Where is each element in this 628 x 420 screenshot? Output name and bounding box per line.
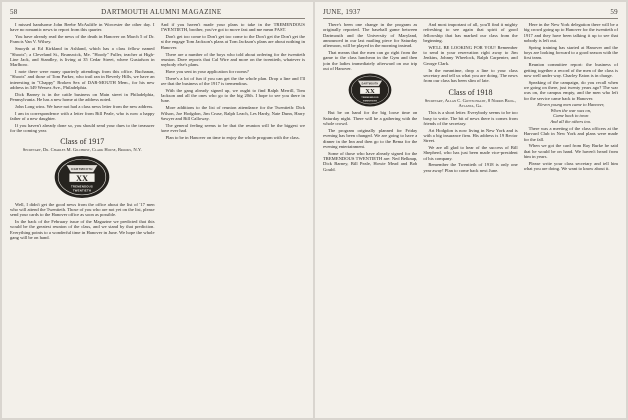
paragraph: John Long wins. We have not had a class news letter from the new address. <box>15 103 154 109</box>
verse-line: When the war was on, <box>550 107 592 113</box>
paragraph: And if you haven't made your plans to take in the TREMENDOUS TWENTIETH, brother, you've got to move fast and me mean FAST. <box>160 22 305 33</box>
verse-line: Eleven young men came to Hanover, <box>537 102 605 108</box>
paragraph: More additions to the list of reunion attendance for the Twentieth: Dick Wilson, Joe Hodgdon, Jim Cruse, Ralph Leach, Les Hardy, Nate Dunn, Harry Sawyer and Bill Calloway. <box>160 105 305 121</box>
right-column-2 <box>423 22 517 418</box>
right-running-head <box>323 8 618 19</box>
paragraph: Plan to be in Hanover on time to enjoy the whole program with the class. <box>165 134 300 140</box>
paragraph: And most important of all, you'll find it mighty refreshing to see again that spirit of good fellowship that has marked our class from the beginning. <box>423 22 518 44</box>
verse-block <box>524 102 618 124</box>
paragraph: There's been one change in the program as originally reported. The baseball game between Dartmouth and the University of Maryland, announced in our last mailing piece for Saturday afternoon, will be played in the morning instead. <box>323 22 418 49</box>
paragraph: Dick Barney is in the cattle business on Main street in Philadelphia, Pennsylvania. He has a new home at the address noted. <box>10 91 155 103</box>
class-secretary-1918: Secretary, Allan C. Gottschaldt, 8 Norris Bldg., Atlanta, Ga. <box>424 97 517 108</box>
paragraph: There's a lot of fun if you can get the the whole plan. Drop a line and I'll see that the business of the 1917 is tremendous. <box>160 75 305 86</box>
paragraph: I missed handsome John Beebe McAuliffe in Worcester the other day. I have no romantic news to report from this quarter. <box>10 22 155 33</box>
class-heading-1917: Class of 1917 <box>60 137 105 147</box>
class-secretary-1917: Secretary, Dr. Charles M. Gilchrist, Clark House, Brooks, N.Y. <box>22 147 142 153</box>
right-column-1 <box>323 22 417 418</box>
paragraph: When we got the card from Ray Burke he said that he would be on hand. We haven't heard from him in years. <box>523 143 618 160</box>
right-page <box>315 2 626 418</box>
paragraph: In the back of the February issue of the Magazine we predicted that this would be the greatest reunion of the class, and we stand by that prediction. Everything points to a wonderful time in Hanover in June. We hope the whole gang will be on hand. <box>10 218 155 241</box>
paragraph: Here in the New York delegation there will be a big crowd going up to Hanover for the twentieth of 1917 and they have been talking it up to see that nobody is left out. <box>523 22 618 44</box>
right-columns <box>323 22 618 418</box>
left-page-number: 58 <box>10 8 18 16</box>
paragraph: Remember the Twentieth of 1918 is only one year away! Plan to come back next June. <box>423 162 518 173</box>
paragraph: Art Hodgdon is now living in New York and is with a big insurance firm. His address is 19 Rector Street. <box>423 127 518 144</box>
paragraph: I am in correspondence with a letter from Bill Peale, who is now a happy father of a new daughter. <box>10 110 155 121</box>
paragraph: Some of those who have already signed for the TREMENDOUS TWENTIETH are: Ned Belknap, Dick Barney, Bill Peale, Howie Mead and Bob Gould. <box>323 150 418 172</box>
magazine-spread <box>2 2 626 418</box>
right-column-3 <box>524 22 618 418</box>
paragraph: If you haven't already done so, you should send your dues to the treasurer for the coming year. <box>10 122 155 133</box>
class-heading-1918: Class of 1918 <box>448 87 493 97</box>
left-column-1 <box>10 22 155 418</box>
paragraph: Don't get too come to Don't get too come to the Don't get the Don't get the at the engage Tom Jackson's plans at Tom Jackson's plans are about nothing in Hanover. <box>160 34 305 50</box>
left-page <box>2 2 313 418</box>
paragraph: I note there were many quarterly attendings from this office. Buchanan, "Shoots" and those of Tom Parker, who trail ran in Beverly Hills, we have an interesting in "Chappy" Broken Sex of DAR-MOUTH Mem., for his new address in 349 Wessex Ave., Philadelphia. <box>10 68 155 90</box>
right-page-number: 59 <box>610 8 618 16</box>
left-running-title: DARTMOUTH ALUMNI MAGAZINE <box>101 8 222 16</box>
right-running-date: JUNE, 1937 <box>323 8 361 16</box>
left-columns <box>10 22 305 418</box>
paragraph: This is a short letter. Everybody seems to be too busy to write. The bit of news there is comes from friends of the secretary. <box>423 110 518 126</box>
paragraph: Please write your class secretary and tell him what you are doing. We want to know about it. <box>523 160 618 172</box>
paragraph: We are all glad to hear of the success of Bill Shepherd, who has just been made vice-president of his company. <box>423 145 518 161</box>
paragraph: Smoyth at Ed Kirkland in Ashland, which has a class fellow named "Shoots"; a Cleveland St., Brunswick, Me. "Hoody" Fuller, teacher at High-Line Jack, and Standley, is living at 35 Cedar Street, where Gustafson in Marlboro. <box>10 46 155 68</box>
verse-line: Came back to town <box>553 113 589 119</box>
paragraph: That means that the men can go right from the game to the class luncheon in the Gym and then join the ladies immediately afterward on our trip out of Hanover. <box>323 50 418 72</box>
paragraph: The general feeling seems to be that the reunion will be the biggest we have ever had. <box>160 122 305 133</box>
tremendous-twentieth-emblem <box>348 73 392 107</box>
paragraph: In the meantime, drop a line to your class secretary and tell us what you are doing. The news from our class has been slim of late. <box>423 67 518 84</box>
paragraph: With the gang already signed up, we ought to find Ralph Merrill, Tom Jackson and all the ones who go to the big 20th. I hope to see you there in June. <box>160 87 305 104</box>
verse-line: And all the others too. <box>550 118 592 124</box>
paragraph: There was a meeting of the class officers at the Harvard Club in New York and plans were made for the fall. <box>523 126 618 142</box>
left-running-head <box>10 8 305 19</box>
paragraph: There are a number of the boys who told about ordering for the twentieth reunion. Dave reports that Cal Wire and more on the twentieth, whatever is anybody else's plans. <box>160 51 305 68</box>
paragraph: Speaking of the campaign, do you recall when we going on there, just twenty years ago? The war was on, the campus empty, and the men who left for the service came back to Hanover. <box>523 79 618 101</box>
paragraph: Spring training has started at Hanover and the boys are looking forward to a good season with the first team. <box>523 44 618 61</box>
paragraph: Have you sent in your application for rooms? <box>165 68 249 74</box>
left-column-2 <box>161 22 306 418</box>
paragraph: WE'LL BE LOOKING FOR YOU! Remember to send in your reservation right away to Jim Jenkins, Johnny Wheelock, Ralph Carpenter, and George Clark. <box>423 44 518 66</box>
paragraph: You have already read the news of the death in Hanover on March 5 of Dr. Francis Van V. Wilsey. <box>10 34 155 45</box>
paragraph: Well, I didn't get the good news from the office about the list of '17 men who will attend the Twentieth. Those of you who are not yet on the list, please send your cards to the Hanover office as soon as possible. <box>10 201 155 218</box>
tremendous-twentieth-emblem <box>54 155 110 199</box>
paragraph: The program originally planned for Friday evening has been changed. We are going to have a dinner in the Inn and then go to the Bema for the evening entertainment. <box>323 127 418 149</box>
paragraph: But be on hand for the big loose time on Saturday night. There will be a gathering with the whole crowd. <box>323 110 418 127</box>
paragraph: Reunion committee report: the business of getting together a record of the men of the class is now well under way. Charley Eaton is in charge. <box>523 62 618 78</box>
